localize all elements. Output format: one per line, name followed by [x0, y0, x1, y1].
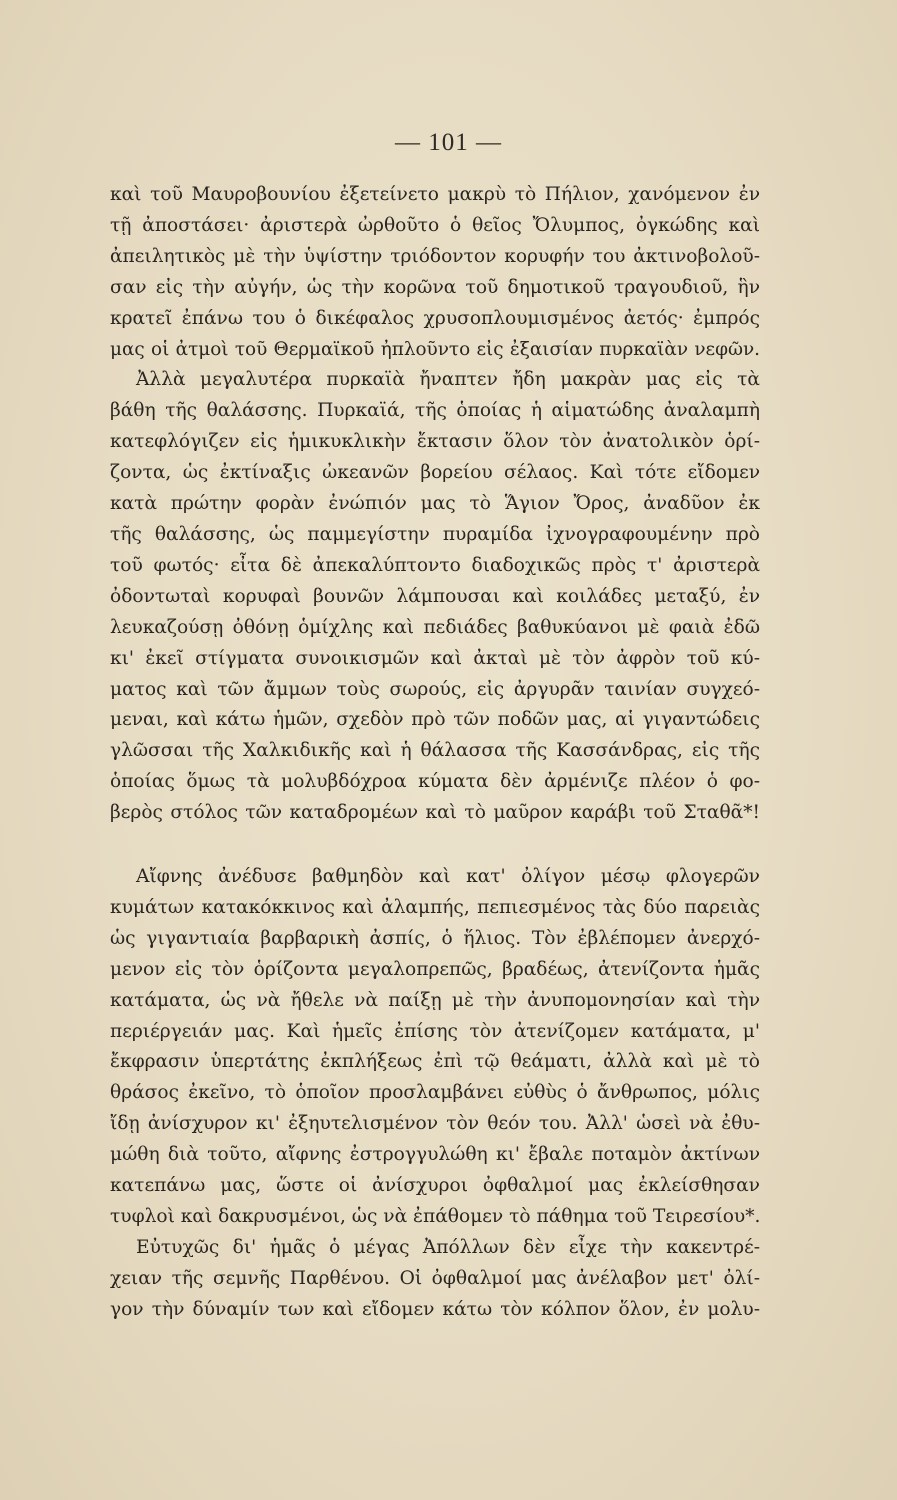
- paragraph: [110, 365, 760, 829]
- text-line: Ἀλλὰ μεγαλυτέρα πυρκαϊὰ ἤναπτεν ἤδη μακρὰν μας εἰς τὰ: [136, 369, 760, 391]
- text-line: χειαν τῆς σεμνῆς Παρθένου. Οἱ ὀφθαλμοί μας ἀνέλαβον μετ' ὀλί-: [110, 1267, 760, 1289]
- paragraph: [110, 1233, 760, 1326]
- text-line: ζοντα, ὡς ἐκτίναξις ὠκεανῶν βορείου σέλαος. Καὶ τότε εἴδομεν: [110, 462, 760, 484]
- paragraph: [110, 862, 760, 1233]
- text-line: τοῦ φωτός· εἶτα δὲ ἀπεκαλύπτοντο διαδοχικῶς πρὸς τ' ἀριστερὰ: [110, 554, 760, 576]
- text-line: γλῶσσαι τῆς Χαλκιδικῆς καὶ ἡ θάλασσα τῆς Κασσάνδρας, εἰς τῆς: [110, 740, 760, 762]
- text-line: ἔκφρασιν ὑπερτάτης ἐκπλήξεως ἐπὶ τῷ θεάματι, ἀλλὰ καὶ μὲ τὸ: [110, 1051, 760, 1073]
- text-line: κατὰ πρώτην φορὰν ἐνώπιόν μας τὸ Ἅγιον Ὄρος, ἀναδῦον ἐκ: [110, 493, 760, 515]
- text-line: ματος καὶ τῶν ἄμμων τοὺς σωρούς, εἰς ἀργυρᾶν ταινίαν συγχεό-: [110, 678, 760, 700]
- text-line: μας οἱ ἀτμοὶ τοῦ Θερμαϊκοῦ ἠπλοῦντο εἰς ἐξαισίαν πυρκαϊὰν νεφῶν.: [110, 338, 760, 360]
- text-line: ὀδοντωταὶ κορυφαὶ βουνῶν λάμπουσαι καὶ κοιλάδες μεταξύ, ἐν: [110, 585, 760, 607]
- text-line: μεναι, καὶ κάτω ἡμῶν, σχεδὸν πρὸ τῶν ποδῶν μας, αἱ γιγαντώδεις: [110, 709, 760, 731]
- text-line: τῆς θαλάσσης, ὡς παμμεγίστην πυραμίδα ἰχνογραφουμένην πρὸ: [110, 523, 760, 545]
- text-line: σαν εἰς τὴν αὐγήν, ὡς τὴν κορῶνα τοῦ δημοτικοῦ τραγουδιοῦ, ἣν: [110, 276, 760, 298]
- text-line: κατάματα, ὡς νὰ ἤθελε νὰ παίξῃ μὲ τὴν ἀνυπομονησίαν καὶ τὴν: [110, 989, 760, 1011]
- text-line: ἴδῃ ἀνίσχυρον κι' ἐξηυτελισμένον τὸν θεόν του. Ἀλλ' ὡσεὶ νὰ ἐθυ-: [110, 1113, 760, 1135]
- text-line: Αἴφνης ἀνέδυσε βαθμηδὸν καὶ κατ' ὀλίγον μέσῳ φλογερῶν: [136, 866, 760, 887]
- paragraph: [110, 180, 760, 365]
- text-line: Εὐτυχῶς δι' ἡμᾶς ὁ μέγας Ἀπόλλων δὲν εἶχε τὴν κακεντρέ-: [136, 1236, 760, 1258]
- text-line: μώθη διὰ τοῦτο, αἴφνης ἐστρογγυλώθη κι' ἔβαλε ποταμὸν ἀκτίνων: [110, 1144, 760, 1166]
- text-line: κατεπάνω μας, ὥστε οἱ ἀνίσχυροι ὀφθαλμοί μας ἐκλείσθησαν: [110, 1175, 760, 1197]
- text-line: περιέργειάν μας. Καὶ ἡμεῖς ἐπίσης τὸν ἀτενίζομεν κατάματα, μ': [110, 1020, 760, 1042]
- text-line: κατεφλόγιζεν εἰς ἡμικυκλικὴν ἔκτασιν ὅλον τὸν ἀνατολικὸν ὁρί-: [110, 431, 760, 453]
- text-line: ὁποίας ὅμως τὰ μολυβδόχροα κύματα δὲν ἀρμένιζε πλέον ὁ φο-: [110, 771, 760, 793]
- text-line: ὡς γιγαντιαία βαρβαρικὴ ἀσπίς, ὁ ἥλιος. Τὸν ἐβλέπομεν ἀνερχό-: [110, 927, 760, 949]
- text-line: θράσος ἐκεῖνο, τὸ ὁποῖον προσλαμβάνει εὐθὺς ὁ ἄνθρωπος, μόλις: [110, 1082, 760, 1104]
- page-number: — 101 —: [395, 129, 502, 156]
- text-line: καὶ τοῦ Μαυροβουνίου ἐξετείνετο μακρὺ τὸ Πήλιον, χανόμενον ἐν: [110, 184, 760, 205]
- text-line: μενον εἰς τὸν ὁρίζοντα μεγαλοπρεπῶς, βραδέως, ἀτενίζοντα ἡμᾶς: [110, 958, 760, 980]
- text-line: γον τὴν δύναμίν των καὶ εἴδομεν κάτω τὸν κόλπον ὅλον, ἐν μολυ-: [110, 1298, 760, 1320]
- text-line: κυμάτων κατακόκκινος καὶ ἀλαμπής, πεπιεσμένος τὰς δύο παρειὰς: [110, 896, 760, 918]
- text-line: τυφλοὶ καὶ δακρυσμένοι, ὡς νὰ ἐπάθομεν τὸ πάθημα τοῦ Τειρεσίου*.: [110, 1205, 760, 1227]
- text-line: τῇ ἀποστάσει· ἀριστερὰ ὠρθοῦτο ὁ θεῖος Ὄλυμπος, ὀγκώδης καὶ: [110, 214, 760, 236]
- text-block-lower: [110, 862, 760, 1326]
- text-line: κρατεῖ ἐπάνω του ὁ δικέφαλος χρυσοπλουμισμένος ἀετός· ἐμπρός: [110, 307, 760, 329]
- text-line: βερὸς στόλος τῶν καταδρομέων καὶ τὸ μαῦρον καράβι τοῦ Σταθᾶ*!: [110, 802, 760, 824]
- text-line: ἀπειλητικὸς μὲ τὴν ὑψίστην τριόδοντον κορυφήν του ἀκτινοβολοῦ-: [110, 245, 760, 267]
- text-block-upper: [110, 180, 760, 829]
- text-line: βάθη τῆς θαλάσσης. Πυρκαϊά, τῆς ὁποίας ἡ αἱματώδης ἀναλαμπὴ: [110, 400, 760, 422]
- text-line: λευκαζούσῃ ὀθόνῃ ὁμίχλης καὶ πεδιάδες βαθυκύανοι μὲ φαιὰ ἐδῶ: [110, 616, 760, 638]
- text-line: κι' ἐκεῖ στίγματα συνοικισμῶν καὶ ἀκταὶ μὲ τὸν ἀφρὸν τοῦ κύ-: [110, 647, 760, 669]
